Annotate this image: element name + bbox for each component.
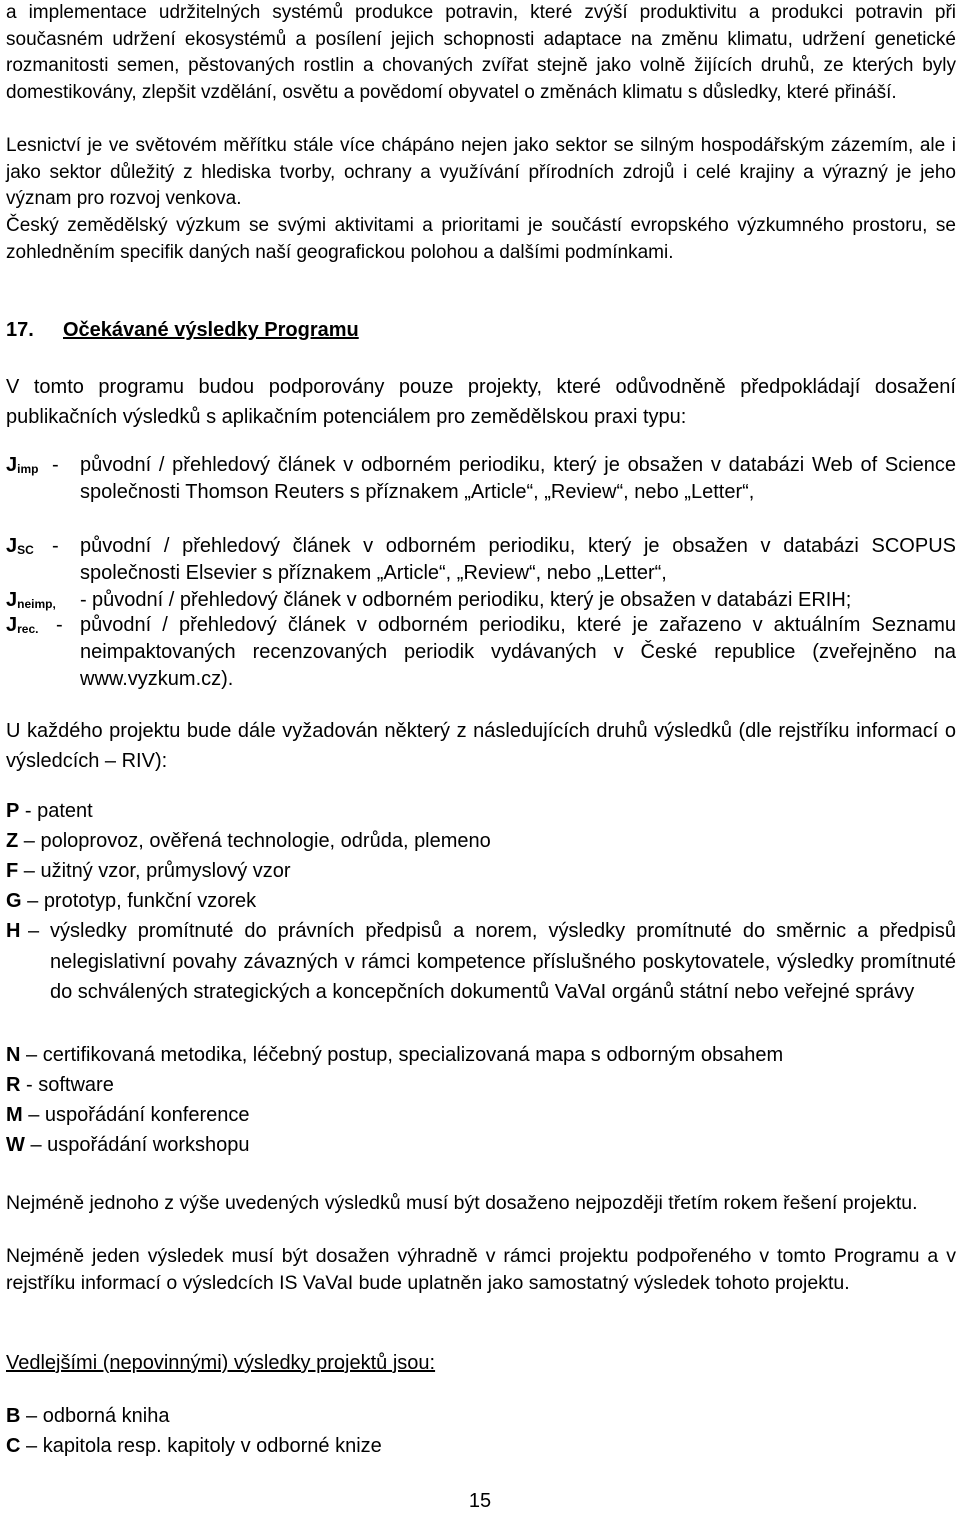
result-separator: – [28,920,40,942]
journal-dash: - [52,535,59,557]
journal-code: J [6,454,18,476]
result-separator: – [24,1134,48,1156]
result-separator: – [18,830,41,852]
result-description: software [38,1074,114,1096]
section-number: 17. [6,319,34,341]
paragraph-food-systems: a implementace udržitelných systémů produkce potravin, které zvýší produktivitu a produkci potravin při současném udržení ekosystémů a posílení jejich schopnosti adaptace na změnu klimatu, udržení genetické rozmanitosti semen, pěstovaných rostlin a chovaných zvířat stejně jako volně žijících druhů, ze kterých byly domestikovány, zlepšit vzdělání, osvětu a povědomí obyvatel o změnách klimatu s důsledky, které přináší. [6,2,956,103]
result-letter: B [6,1405,21,1427]
result-type-r [6,1070,956,1101]
riv-intro-paragraph: U každého projektu bude dále vyžadován některý z následujících druhů výsledků (dle rejstříku informací o výsledcích – RIV): [6,720,956,772]
journal-type-jimp [6,452,956,533]
result-description: uspořádání konference [44,1104,250,1126]
journal-dash: - [56,614,63,636]
result-description: výsledky promítnuté do právních předpisů a norem, výsledky promítnuté do směrnic a předpisů nelegislativní povahy závazných v rámci kompetence příslušného poskytovatele, výsledky promítnuté do schválených strategických a koncepčních dokumentů VaVaI orgánů státní nebo veřejné správy [50,920,956,1003]
result-type-z [6,826,956,857]
result-separator: – [21,890,44,912]
result-letter: Z [6,830,19,852]
result-separator: – [22,1104,45,1126]
result-separator: – [20,1405,43,1427]
journal-type-jsc [6,533,956,587]
result-letter: R [6,1074,21,1096]
journal-type-jneimp [6,587,956,614]
result-description: certifikovaná metodika, léčebný postup, specializovaná mapa s odborným obsahem [42,1044,784,1066]
journal-description: původní / přehledový článek v odborném periodiku, který je obsažen v databázi SCOPUS společnosti Elsevier s příznakem „Article“, „Review“, nebo „Letter“, [80,535,956,584]
result-separator: - [20,1074,39,1096]
result-letter: H [6,920,21,942]
journal-description: původní / přehledový článek v odborném periodiku, který je obsažen v databázi Web of Science společnosti Thomson Reuters s příznakem „Article“, „Review“, nebo „Letter“, [80,454,956,503]
journal-code-sub: rec. [17,622,39,636]
result-description: uspořádání workshopu [47,1134,250,1156]
secondary-type-c [6,1431,956,1462]
journal-code-sub: neimp, [17,597,56,611]
result-separator: – [20,1044,43,1066]
result-description: odborná kniha [42,1405,170,1427]
result-letter: F [6,860,19,882]
journal-code-sub: SC [17,543,34,557]
result-type-p [6,796,956,827]
result-type-n [6,1040,956,1071]
result-separator: – [20,1435,43,1457]
journal-description: původní / přehledový článek v odborném periodiku, které je zařazeno v aktuálním Seznamu neimpaktovaných recenzovaných periodik vydávaných v České republice (zveřejněno na www.vyzkum.cz). [80,614,956,690]
result-type-w [6,1130,956,1161]
journal-code-sub: imp [17,462,39,476]
journal-code: J [6,614,18,636]
journal-dash: - [52,454,59,476]
result-type-m [6,1100,956,1131]
result-letter: W [6,1134,25,1156]
paragraph-forestry: Lesnictví je ve světovém měřítku stále více chápáno nejen jako sektor se silným hospodářským zázemím, ale i jako sektor důležitý z hlediska tvorby, ochrany a využívání přírodních zdrojů i celé krajiny a výrazný je jeho význam pro rozvoj venkova. [6,135,956,209]
journal-code: J [6,535,18,557]
result-type-h [6,916,956,1008]
result-separator: - [19,800,38,822]
section-title: Očekávané výsledky Programu [63,319,359,341]
journal-type-jrec [6,612,956,693]
page-number: 15 [468,1490,492,1512]
result-description: kapitola resp. kapitoly v odborné knize [42,1435,382,1457]
result-description: prototyp, funkční vzorek [43,890,257,912]
section-heading [6,319,359,342]
result-separator: – [18,860,41,882]
journal-description: původní / přehledový článek v odborném periodiku, který je obsažen v databázi ERIH; [92,589,852,611]
program-intro-paragraph: V tomto programu budou podporovány pouze projekty, které odůvodněně předpokládají dosažení publikačních výsledků s aplikačním potenciálem pro zemědělskou praxi typu: [6,376,956,428]
result-type-f [6,856,956,887]
result-description: poloprovoz, ověřená technologie, odrůda, plemeno [40,830,491,852]
secondary-type-b [6,1401,956,1432]
result-letter: C [6,1435,21,1457]
result-description: patent [37,800,93,822]
result-description: užitný vzor, průmyslový vzor [40,860,291,882]
paragraph-czech-research: Český zemědělský výzkum se svými aktivitami a prioritami je součástí evropského výzkumného prostoru, se zohledněním specifik daných naší geografickou polohou a dalšími podmínkami. [6,215,956,263]
result-letter: M [6,1104,23,1126]
journal-code: J [6,589,18,611]
result-letter: G [6,890,22,912]
journal-dash: - [80,589,87,611]
result-letter: N [6,1044,21,1066]
secondary-results-heading: Vedlejšími (nepovinnými) výsledky projektů jsou: [6,1352,436,1374]
requirement-deadline-paragraph: Nejméně jednoho z výše uvedených výsledků musí být dosaženo nejpozději třetím rokem řešení projektu. [6,1192,918,1214]
requirement-exclusive-paragraph: Nejméně jeden výsledek musí být dosažen výhradně v rámci projektu podpořeného v tomto Programu a v rejstříku informací o výsledcích IS VaVaI bude uplatněn jako samostatný výsledek tohoto projektu. [6,1245,956,1294]
result-type-g [6,886,956,917]
result-letter: P [6,800,20,822]
